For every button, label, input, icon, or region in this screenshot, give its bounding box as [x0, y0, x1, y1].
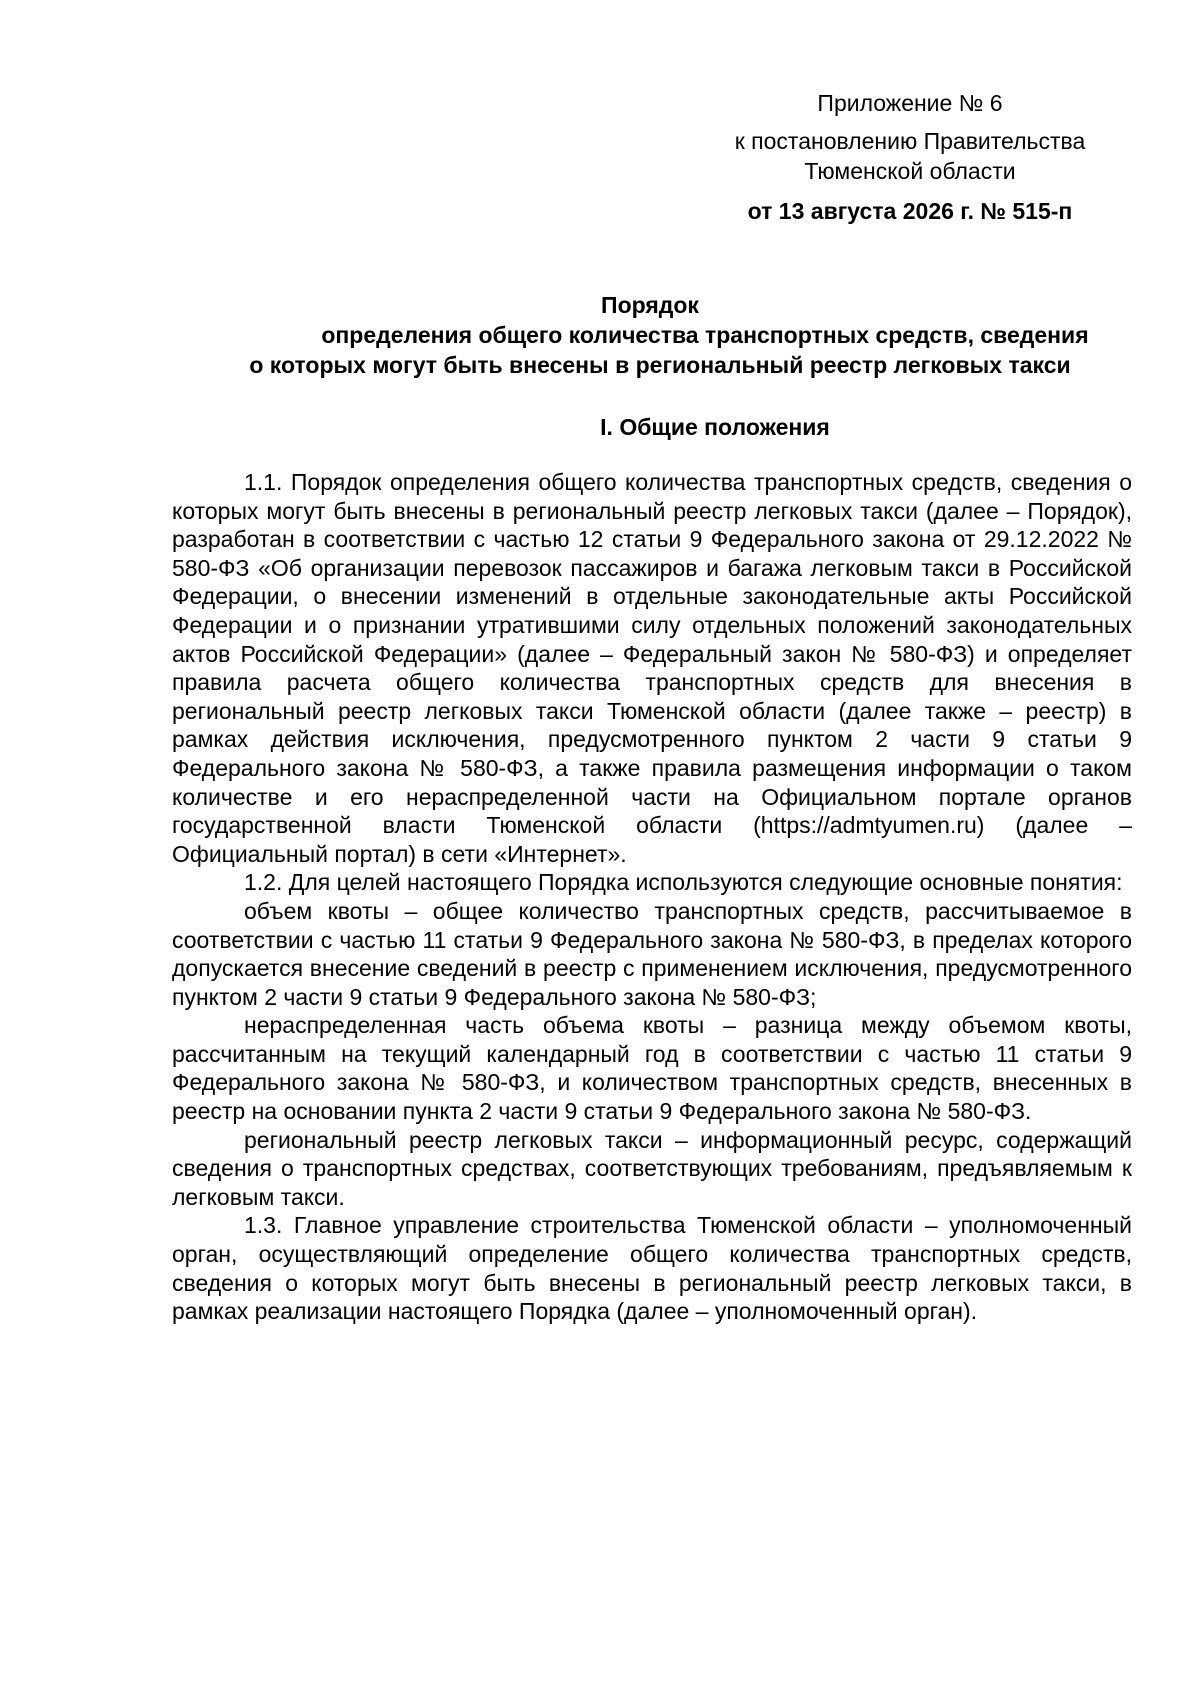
definition-unallocated-quota: нераспределенная часть объема квоты – разница между объемом квоты, рассчитанным на текущий календарный год в соответствии с частью 11 статьи 9 Федерального закона № 580-ФЗ, и количеством транспортных средств, внесенных в реестр на основании пункта 2 части 9 статьи 9 Федерального закона № 580-ФЗ. [172, 1012, 1132, 1125]
title-line-3: о которых могут быть внесены в региональный реестр легковых такси [249, 352, 1071, 378]
definition-regional-registry: региональный реестр легковых такси – информационный ресурс, содержащий сведения о транспортных средствах, соответствующих требованиям, предъявляемым к легковым такси. [172, 1126, 1132, 1210]
document-title [170, 290, 1130, 380]
appendix-header [700, 88, 1120, 226]
section-body [172, 468, 1132, 1326]
appendix-decree-ref-line2: Тюменской области [804, 158, 1016, 184]
appendix-decree-date-number: от 13 августа 2026 г. № 515-п [747, 198, 1073, 224]
section-heading: I. Общие положения [600, 414, 830, 440]
paragraph-1-3: 1.3. Главное управление строительства Тюменской области – уполномоченный орган, осуществляющий определение общего количества транспортных средств, сведения о которых могут быть внесены в региональный реестр легковых такси, в рамках реализации настоящего Порядка (далее – уполномоченный орган). [172, 1212, 1132, 1325]
title-line-2: определения общего количества транспортных средств, сведения [321, 322, 1089, 348]
definition-quota-volume: объем квоты – общее количество транспортных средств, рассчитываемое в соответствии с частью 11 статьи 9 Федерального закона № 580-ФЗ, в пределах которого допускается внесение сведений в реестр с применением исключения, предусмотренного пунктом 2 части 9 статьи 9 Федерального закона № 580-ФЗ; [172, 897, 1132, 1010]
paragraph-1-1: 1.1. Порядок определения общего количества транспортных средств, сведения о которых могут быть внесены в региональный реестр легковых такси (далее – Порядок), разработан в соответствии с частью 12 статьи 9 Федерального закона от 29.12.2022 № 580-ФЗ «Об организации перевозок пассажиров и багажа легковым такси в Российской Федерации, о внесении изменений в отдельные законодательные акты Российской Федерации и о признании утратившими силу отдельных положений законодательных актов Российской Федерации» (далее – Федеральный закон № 580-ФЗ) и определяет правила расчета общего количества транспортных средств для внесения в региональный реестр легковых такси Тюменской области (далее также – реестр) в рамках действия исключения, предусмотренного пунктом 2 части 9 статьи 9 Федерального закона № 580-ФЗ, а также правила размещения информации о таком количестве и его нераспределенной части на Официальном портале органов государственной власти Тюменской области (https://admtyumen.ru) (далее – Официальный портал) в сети «Интернет». [172, 469, 1132, 867]
appendix-decree-ref-line1: к постановлению Правительства [734, 128, 1086, 154]
title-line-1: Порядок [601, 292, 699, 318]
paragraph-1-2: 1.2. Для целей настоящего Порядка используются следующие основные понятия: [244, 869, 1123, 896]
appendix-number: Приложение № 6 [817, 90, 1003, 116]
